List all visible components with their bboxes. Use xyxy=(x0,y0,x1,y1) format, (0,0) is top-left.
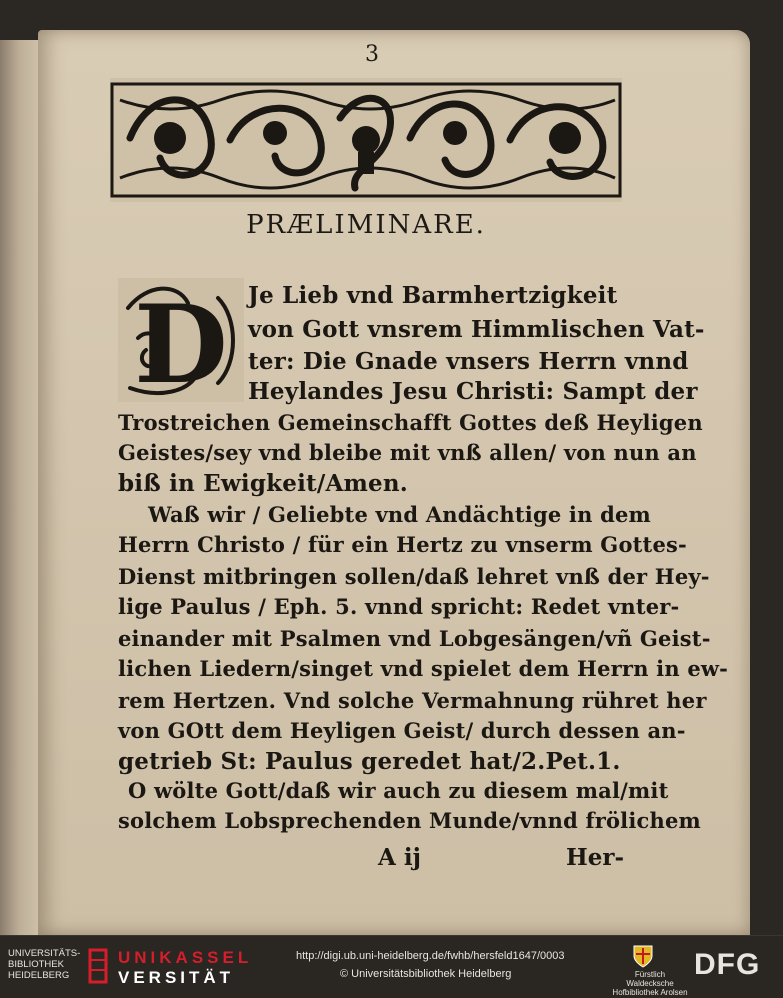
text-line-6: Geistes/sey vnd bleibe mit vnß allen/ von nun an xyxy=(118,440,697,465)
text-line-15: von GOtt dem Heyligen Geist/ durch dessen an- xyxy=(118,718,686,743)
text-line-16: getrieb St: Paulus geredet hat/2.Pet.1. xyxy=(118,748,621,775)
text-line-11: lige Paulus / Eph. 5. vnnd spricht: Redet vnter- xyxy=(118,594,680,619)
permalink[interactable]: http://digi.ub.uni-heidelberg.de/fwhb/hersfeld1647/0003 xyxy=(296,950,565,962)
text-line-18: solchem Lobsprechenden Munde/vnnd frölichem xyxy=(118,808,701,833)
kassel-logo-icon xyxy=(86,946,110,986)
text-line-14: rem Hertzen. Vnd solche Vermahnung rühret her xyxy=(118,688,707,713)
heidelberg-library-logo[interactable]: UNIVERSITÄTS- BIBLIOTHEK HEIDELBERG xyxy=(8,948,81,981)
text-line-3: ter: Die Gnade vnsers Herrn vnnd xyxy=(248,348,689,375)
text-line-10: Dienst mitbringen sollen/daß lehret vnß der Hey- xyxy=(118,564,710,589)
decorated-initial xyxy=(118,278,244,402)
text-line-1: Je Lieb vnd Barmhertzigkeit xyxy=(248,282,618,309)
copyright-notice: © Universitätsbibliothek Heidelberg xyxy=(340,968,512,980)
signature-mark: A ij xyxy=(378,844,421,871)
section-heading: PRÆLIMINARE. xyxy=(246,210,486,240)
coat-of-arms-icon xyxy=(632,942,654,968)
text-line-17: O wölte Gott/daß wir auch zu diesem mal/mit xyxy=(128,778,669,803)
text-line-2: von Gott vnsrem Himmlischen Vat- xyxy=(248,316,705,343)
text-line-13: lichen Liedern/singet vnd spielet dem Herrn in ew- xyxy=(118,656,729,681)
arolsen-library-logo[interactable]: Fürstlich Waldecksche Hofbibliothek Arolsen xyxy=(612,970,688,997)
uni-kassel-logo[interactable]: UNIKASSEL VERSITÄT xyxy=(118,948,253,987)
text-line-7: biß in Ewigkeit/Amen. xyxy=(118,470,408,497)
text-line-8: Waß wir / Geliebte vnd Andächtige in dem xyxy=(148,502,651,527)
text-line-4: Heylandes Jesu Christi: Sampt der xyxy=(248,378,698,405)
svg-text:D: D xyxy=(134,282,228,402)
text-line-12: einander mit Psalmen vnd Lobgesängen/vñ Geist- xyxy=(118,626,711,651)
text-line-5: Trostreichen Gemeinschafft Gottes deß Heyligen xyxy=(118,410,703,435)
dfg-logo[interactable]: DFG xyxy=(694,948,761,981)
text-line-9: Herrn Christo / für ein Hertz zu vnserm Gottes- xyxy=(118,532,687,557)
catchword: Her- xyxy=(566,844,625,871)
folio-number: 3 xyxy=(365,42,379,67)
footer-bar xyxy=(0,935,783,998)
headpiece-ornament xyxy=(110,78,622,202)
